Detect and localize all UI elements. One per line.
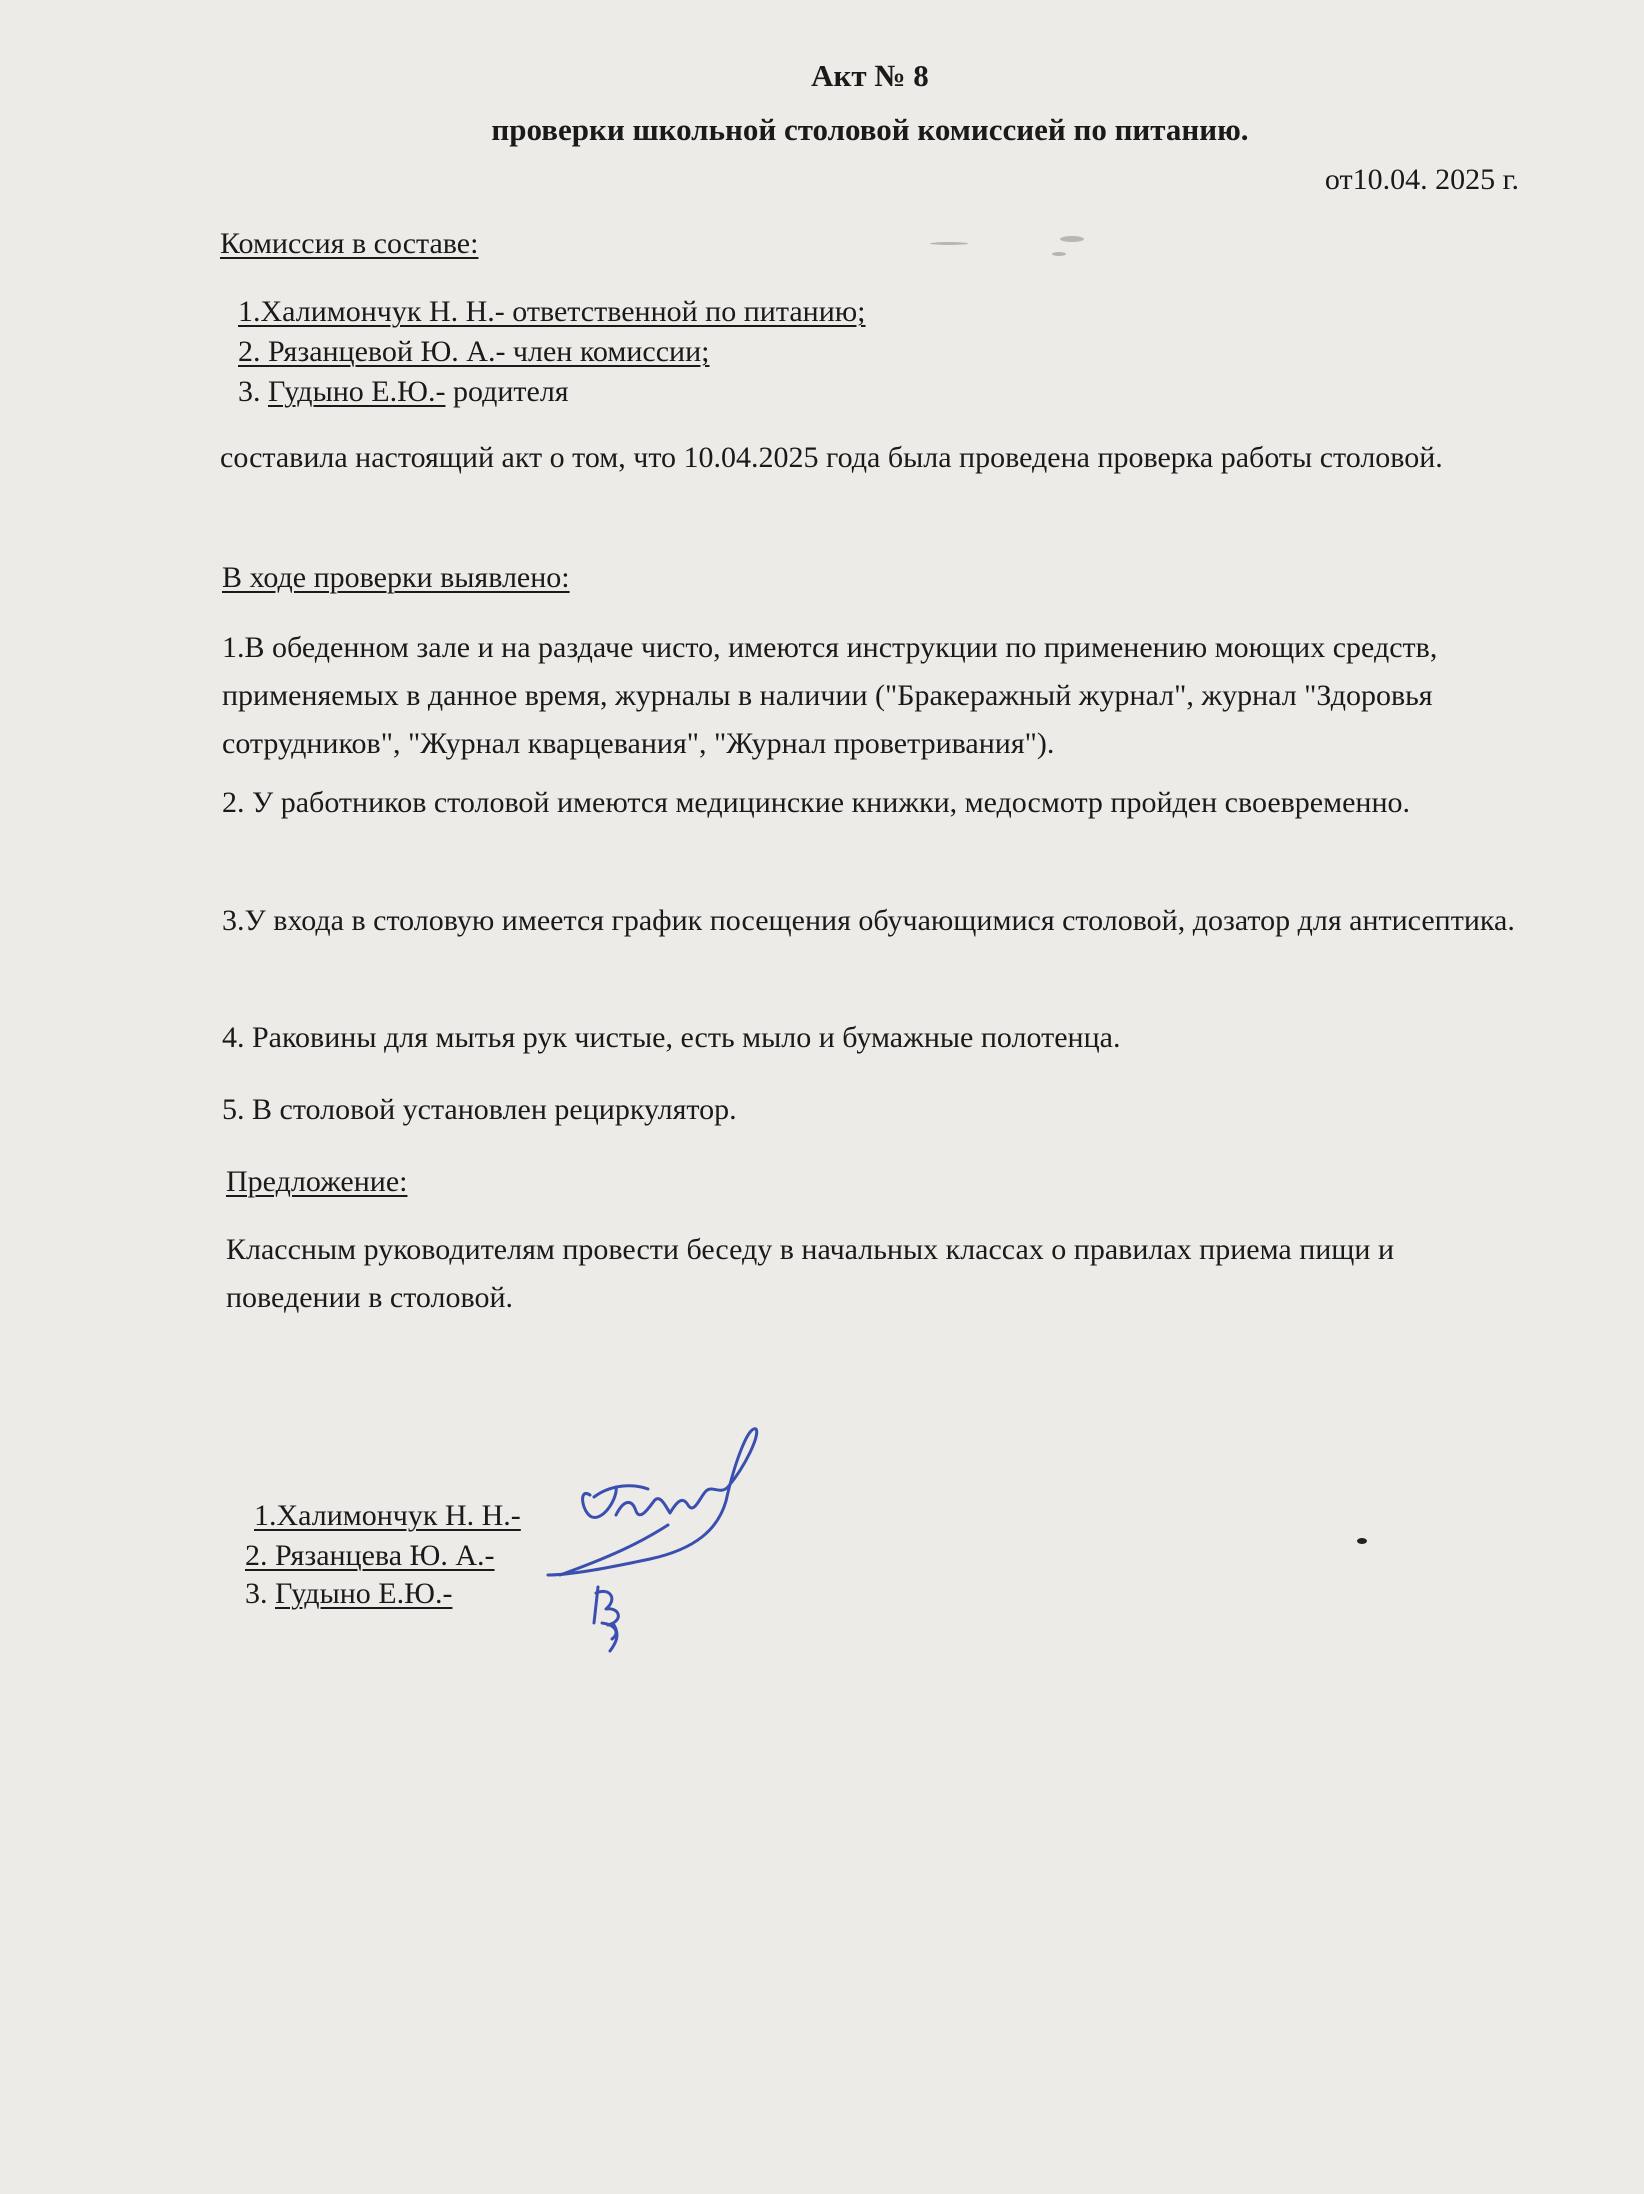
commission-member-1: 1.Халимончук Н. Н.- ответственной по питанию;	[238, 295, 866, 328]
scan-mark	[1060, 236, 1084, 242]
findings-heading: В ходе проверки выявлено:	[222, 561, 570, 594]
commission-member-2: 2. Рязанцевой Ю. А.- член комиссии;	[238, 335, 710, 368]
finding-item-5: 5. В столовой установлен рециркулятор.	[222, 1093, 737, 1126]
commission-heading: Комиссия в составе:	[220, 227, 479, 260]
member-number: 3.	[238, 375, 261, 408]
finding-item-4: 4. Раковины для мытья рук чистые, есть мыло и бумажные полотенца.	[222, 1021, 1121, 1054]
signature-line-3	[245, 1576, 452, 1612]
proposal-heading: Предложение:	[226, 1165, 408, 1198]
signature-line-2: 2. Рязанцева Ю. А.-	[245, 1539, 495, 1572]
document-date: от10.04. 2025 г.	[1324, 163, 1519, 196]
finding-item-2: 2. У работников столовой имеются медицинские книжки, медосмотр пройден своевременно.	[222, 786, 1411, 819]
scan-mark	[1052, 252, 1066, 256]
intro-paragraph: составила настоящий акт о том, что 10.04.2025 года была проведена проверка работы столовой.	[220, 441, 1443, 474]
document-subtitle: проверки школьной столовой комиссией по питанию.	[491, 112, 1249, 147]
signature-line-1: 1.Халимончук Н. Н.-	[254, 1499, 521, 1532]
proposal-text: Классным руководителям провести беседу в начальных классах о правилах приема пищи и поведении в столовой.	[226, 1233, 1395, 1314]
signature-number: 3.	[245, 1577, 268, 1610]
member-name: Гудыно Е.Ю.-	[268, 375, 446, 408]
member-role: родителя	[452, 375, 569, 408]
handwritten-signature	[520, 1425, 780, 1655]
document-title: Акт № 8	[811, 58, 929, 93]
scan-mark	[930, 242, 968, 245]
finding-item-3: 3.У входа в столовую имеется график посещения обучающимися столовой, дозатор для антисептика.	[222, 904, 1515, 937]
signature-name: Гудыно Е.Ю.-	[275, 1577, 453, 1610]
commission-member-3	[238, 374, 569, 410]
finding-item-1: 1.В обеденном зале и на раздаче чисто, имеются инструкции по применению моющих средств, применяемых в данное время, журналы в наличии ("Бракеражный журнал", журнал "Здоровья сотрудников", "Журнал кварцевания", "Журнал проветривания").	[222, 631, 1438, 760]
scan-mark	[1357, 1538, 1367, 1544]
